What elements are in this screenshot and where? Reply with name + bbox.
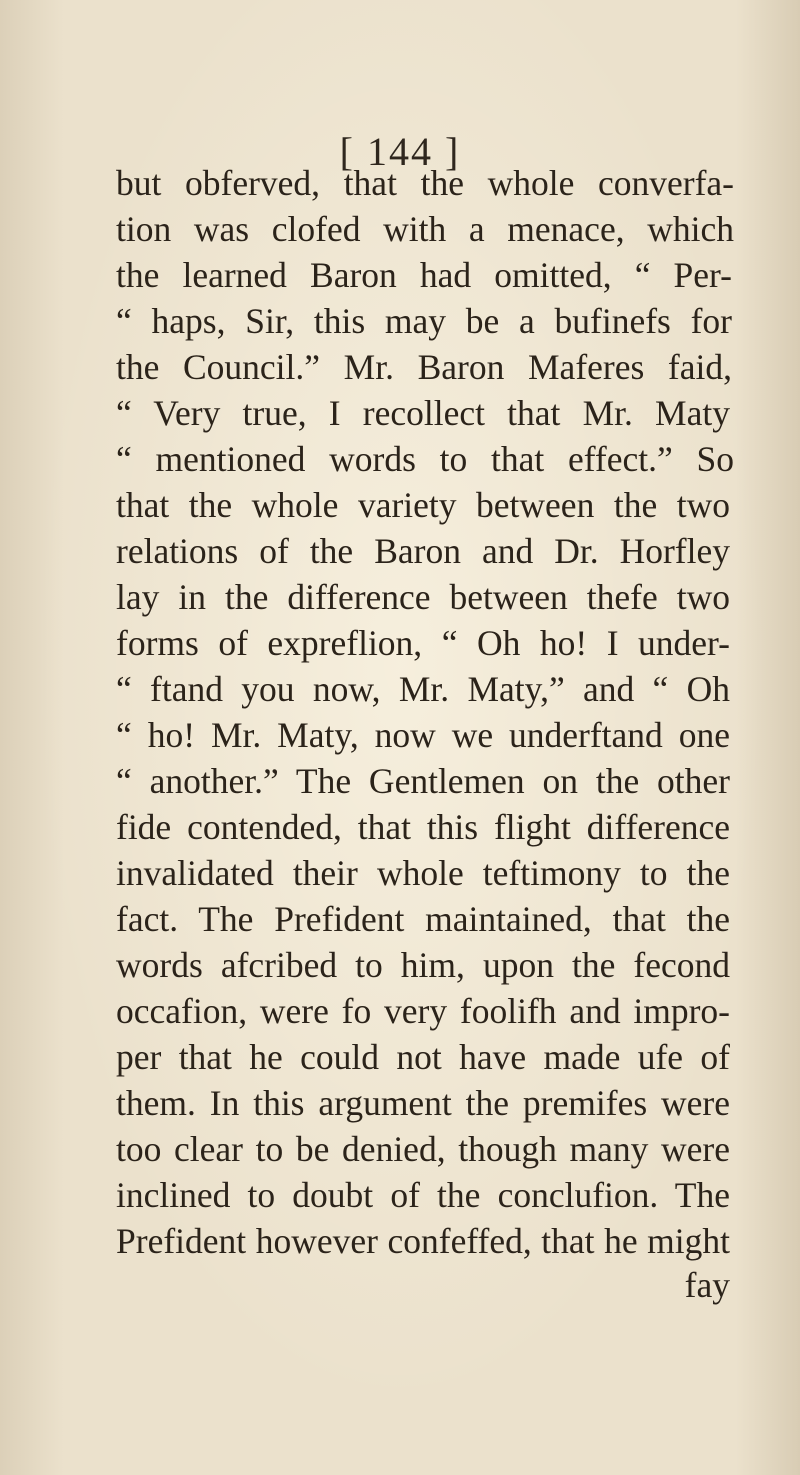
text-line: “ Very true, I recollect that Mr. Maty bbox=[116, 393, 730, 433]
text-line: “ haps, Sir, this may be a bufinefs for bbox=[116, 301, 732, 341]
text-line: invalidated their whole teftimony to the bbox=[116, 853, 730, 893]
text-line: but obferved, that the whole converfa- bbox=[116, 163, 734, 203]
text-line: them. In this argument the premifes were bbox=[116, 1083, 730, 1123]
text-line: forms of expreflion, “ Oh ho! I under- bbox=[116, 623, 730, 663]
text-line: the learned Baron had omitted, “ Per- bbox=[116, 255, 732, 295]
text-line: too clear to be denied, though many were bbox=[116, 1129, 730, 1169]
catchword: fay bbox=[684, 1265, 730, 1305]
text-line: fide contended, that this flight difference bbox=[116, 807, 730, 847]
page-number: [ 144 ] bbox=[339, 129, 461, 174]
text-line: tion was clofed with a menace, which bbox=[116, 209, 734, 249]
text-line: the Council.” Mr. Baron Maferes faid, bbox=[116, 347, 732, 387]
text-line: relations of the Baron and Dr. Horfley bbox=[116, 531, 730, 571]
text-line: lay in the difference between thefe two bbox=[116, 577, 730, 617]
text-line: that the whole variety between the two bbox=[116, 485, 730, 525]
text-line: occafion, were fo very foolifh and impro- bbox=[116, 991, 730, 1031]
text-line: words afcribed to him, upon the fecond bbox=[116, 945, 730, 985]
text-line: Prefident however confeffed, that he might bbox=[116, 1221, 730, 1261]
text-line: fact. The Prefident maintained, that the bbox=[116, 899, 730, 939]
text-line: inclined to doubt of the conclufion. The bbox=[116, 1175, 730, 1215]
text-line: “ mentioned words to that effect.” So bbox=[116, 439, 734, 479]
text-line: per that he could not have made ufe of bbox=[116, 1037, 730, 1077]
text-line: “ ho! Mr. Maty, now we underftand one bbox=[116, 715, 730, 755]
text-line: “ another.” The Gentlemen on the other bbox=[116, 761, 730, 801]
text-line: “ ftand you now, Mr. Maty,” and “ Oh bbox=[116, 669, 730, 709]
